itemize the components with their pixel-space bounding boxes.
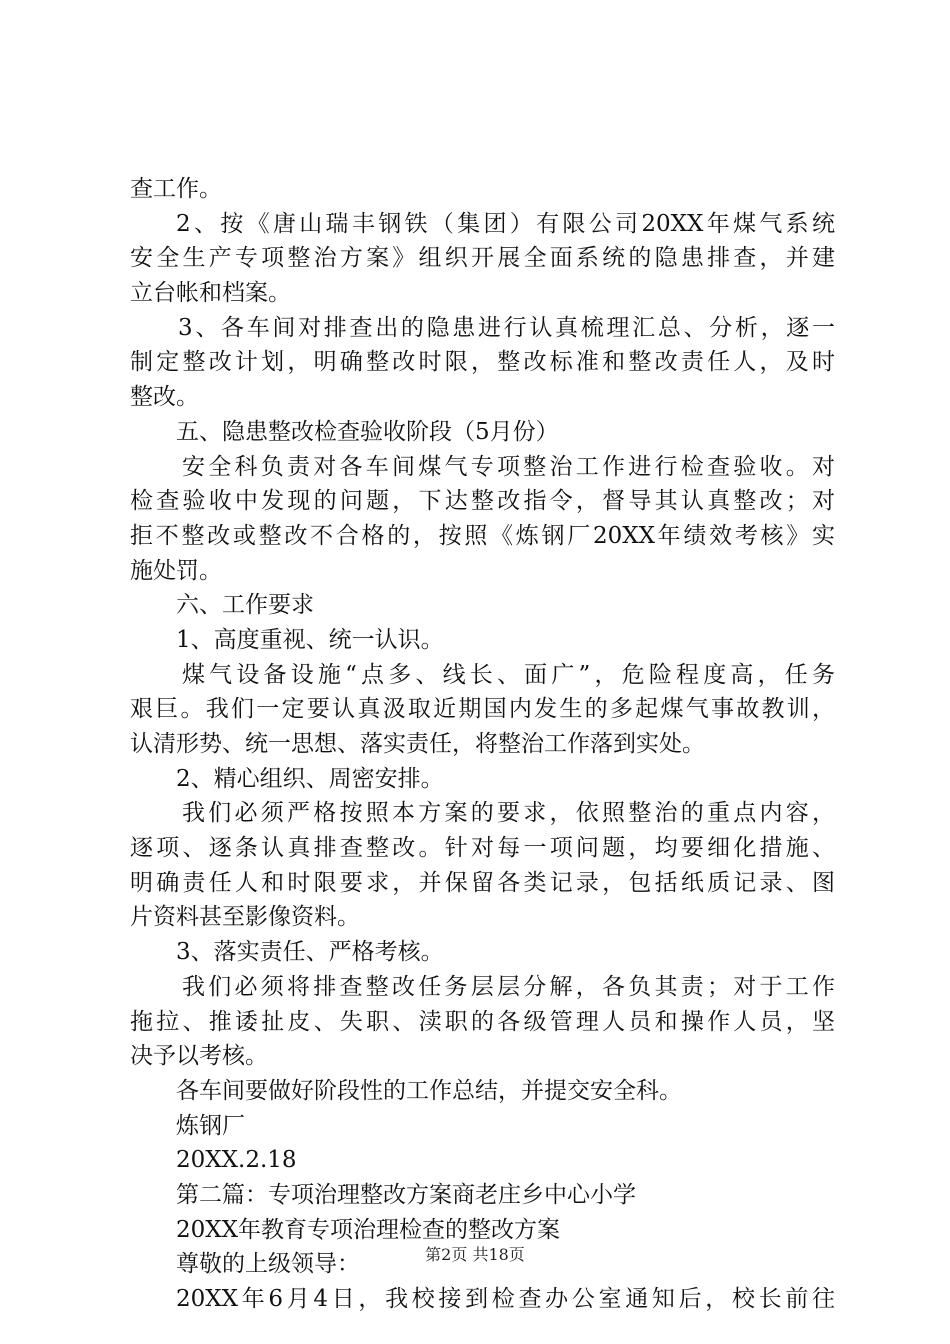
text-line: 各车间要做好阶段性的工作总结，并提交安全科。 bbox=[176, 1077, 682, 1104]
signature-date: 20XX.2.18 bbox=[176, 1147, 297, 1174]
text-line: 安全科负责对各车间煤气专项整治工作进行检查验收。对 bbox=[182, 453, 835, 480]
text-line: 拒不整改或整改不合格的，按照《炼钢厂20XX年绩效考核》实 bbox=[130, 522, 835, 549]
section-heading: 五、隐患整改检查验收阶段（5月份） bbox=[176, 418, 559, 445]
text-line: 查工作。 bbox=[130, 176, 222, 202]
text-line: 20XX年6月4日，我校接到检查办公室通知后，校长前往 bbox=[176, 1286, 835, 1312]
subsection-heading: 1、高度重视、统一认识。 bbox=[176, 626, 444, 653]
part-heading: 第二篇：专项治理整改方案商老庄乡中心小学 bbox=[176, 1181, 636, 1208]
text-line: 2、按《唐山瑞丰钢铁（集团）有限公司20XX年煤气系统 bbox=[176, 210, 835, 237]
text-line: 我们必须将排查整改任务层层分解，各负其责；对于工作 bbox=[182, 973, 835, 1000]
text-line: 我们必须严格按照本方案的要求，依照整治的重点内容， bbox=[182, 800, 835, 827]
text-line: 艰巨。我们一定要认真汲取近期国内发生的多起煤气事故教训， bbox=[130, 696, 835, 723]
text-line: 认清形势、统一思想、落实责任，将整治工作落到实处。 bbox=[130, 731, 705, 757]
salutation: 尊敬的上级领导： bbox=[176, 1251, 360, 1278]
subsection-heading: 3、落实责任、严格考核。 bbox=[176, 939, 444, 966]
text-line: 明确责任人和时限要求，并保留各类记录，包括纸质记录、图 bbox=[130, 869, 835, 896]
subsection-heading: 2、精心组织、周密安排。 bbox=[176, 765, 444, 792]
document-body bbox=[130, 172, 835, 1317]
page-number-footer: 第2页 共18页 bbox=[425, 1245, 525, 1264]
signature-org: 炼钢厂 bbox=[176, 1112, 245, 1139]
text-line: 检查验收中发现的问题，下达整改指令，督导其认真整改；对 bbox=[130, 488, 835, 515]
text-line: 3、各车间对排查出的隐患进行认真梳理汇总、分析，逐一 bbox=[178, 314, 835, 341]
document-subtitle: 20XX年教育专项治理检查的整改方案 bbox=[176, 1216, 561, 1243]
text-line: 决予以考核。 bbox=[130, 1043, 268, 1070]
text-line: 制定整改计划，明确整改时限，整改标准和整改责任人，及时 bbox=[130, 349, 835, 376]
text-line: 立台帐和档案。 bbox=[130, 280, 291, 307]
text-line: 逐项、逐条认真排查整改。针对每一项问题，均要细化措施、 bbox=[130, 835, 835, 862]
text-line: 整改。 bbox=[130, 384, 199, 411]
text-line: 煤气设备设施“点多、线长、面广”，危险程度高，任务 bbox=[182, 661, 835, 688]
section-heading: 六、工作要求 bbox=[176, 592, 314, 619]
text-line: 拖拉、推诿扯皮、失职、渎职的各级管理人员和操作人员，坚 bbox=[130, 1008, 835, 1035]
text-line: 安全生产专项整治方案》组织开展全面系统的隐患排查，并建 bbox=[130, 245, 835, 272]
text-line: 片资料甚至影像资料。 bbox=[130, 904, 360, 931]
text-line: 施处罚。 bbox=[130, 557, 222, 584]
